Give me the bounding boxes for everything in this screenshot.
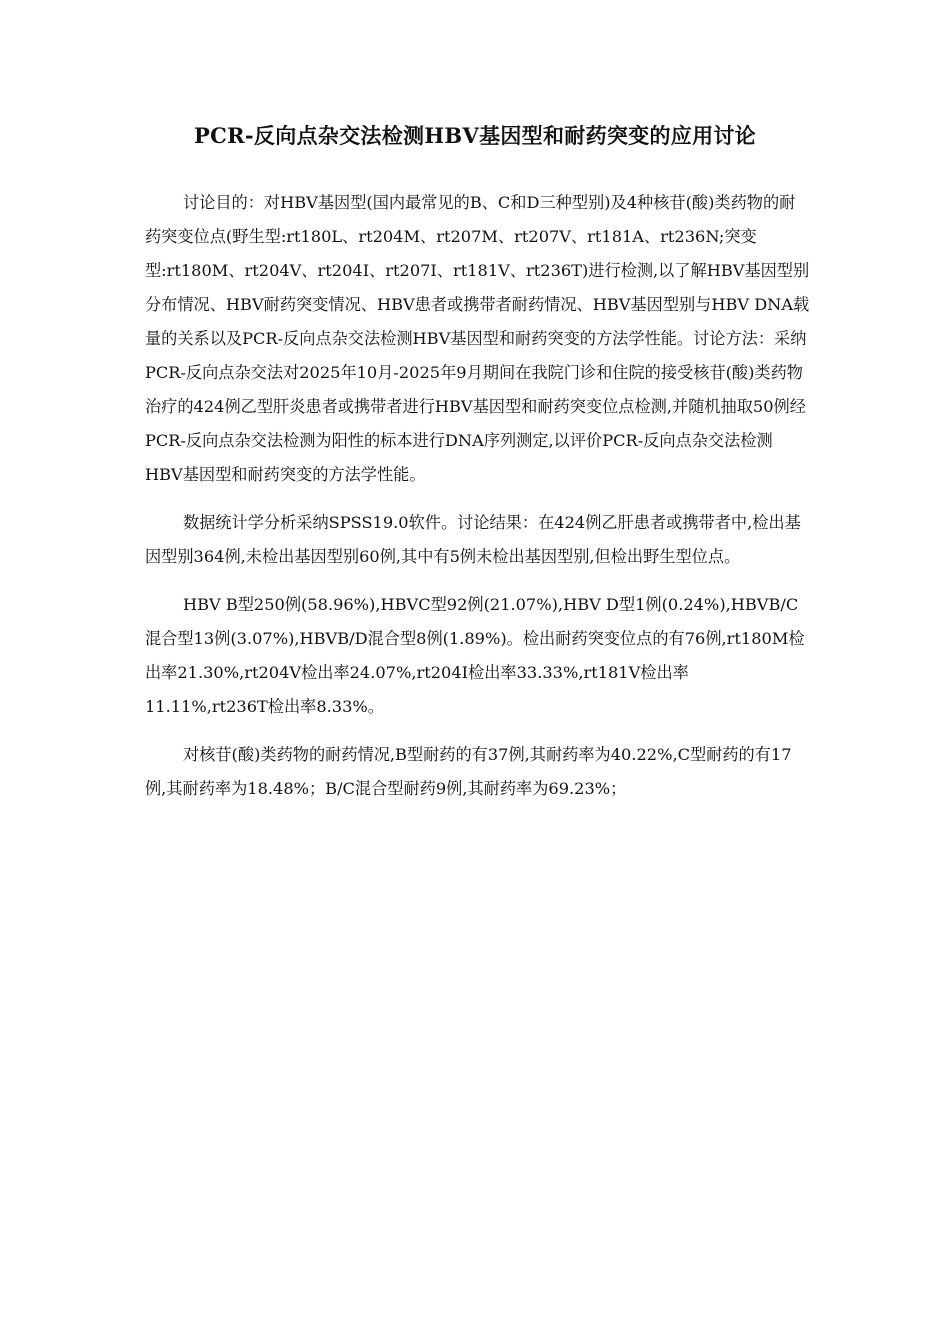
paragraph-purpose-methods: 讨论目的：对HBV基因型(国内最常见的B、C和D三种型别)及4种核苷(酸)类药物的耐药突变位点(野生型:rt180L、rt204M、rt207M、rt207V、rt181A、rt236N;突变型:rt180M、rt204V、rt204I、rt207I、rt181V、rt236T)进行检测,以了解HBV基因型别分布情况、HBV耐药突变情况、HBV患者或携带者耐药情况、HBV基因型别与HBV DNA载量的关系以及PCR-反向点杂交法检测HBV基因型和耐药突变的方法学性能。讨论方法：采纳PCR-反向点杂交法对2025年10月-2025年9月期间在我院门诊和住院的接受核苷(酸)类药物治疗的424例乙型肝炎患者或携带者进行HBV基因型和耐药突变位点检测,并随机抽取50例经PCR-反向点杂交法检测为阳性的标本进行DNA序列测定,以评价PCR-反向点杂交法检测HBV基因型和耐药突变的方法学性能。 (145, 193, 810, 484)
paragraph-statistics-results: 数据统计学分析采纳SPSS19.0软件。讨论结果：在424例乙肝患者或携带者中,检出基因型别364例,未检出基因型别60例,其中有5例未检出基因型别,但检出野生型位点。 (145, 513, 801, 566)
document-title: PCR-反向点杂交法检测HBV基因型和耐药突变的应用讨论 (194, 123, 756, 148)
document-body (145, 186, 810, 806)
paragraph-resistance: 对核苷(酸)类药物的耐药情况,B型耐药的有37例,其耐药率为40.22%,C型耐药的有17例,其耐药率为18.48%；B/C混合型耐药9例,其耐药率为69.23%； (145, 745, 792, 798)
paragraph-genotype-distribution: HBV B型250例(58.96%),HBVC型92例(21.07%),HBV D型1例(0.24%),HBVB/C混合型13例(3.07%),HBVB/D混合型8例(1.89%)。检出耐药突变位点的有76例,rt180M检出率21.30%,rt204V检出率24.07%,rt204I检出率33.33%,rt181V检出率11.11%,rt236T检出率8.33%。 (145, 595, 805, 716)
